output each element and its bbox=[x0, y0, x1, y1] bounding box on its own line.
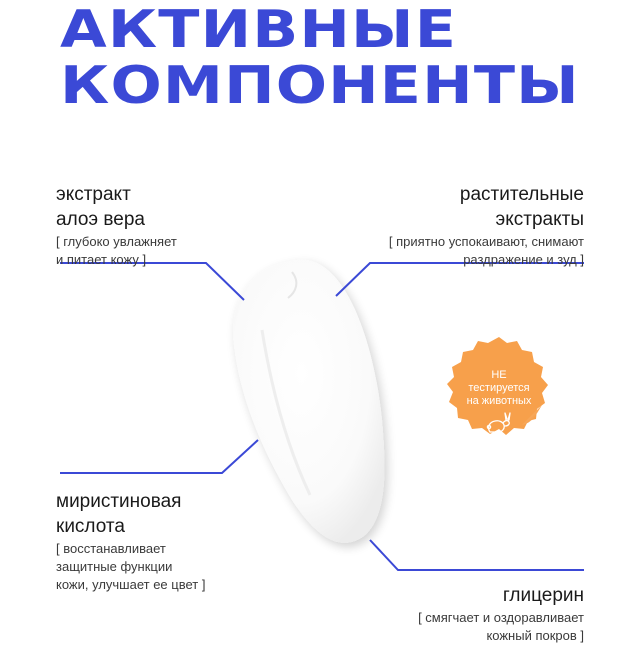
rabbit-icon bbox=[484, 410, 514, 436]
ingredient-description: [ приятно успокаивают, снимают раздражение и зуд ] bbox=[388, 234, 584, 267]
ingredient-glycerin bbox=[418, 583, 584, 645]
ingredient-name: растительные экстракты bbox=[459, 184, 584, 230]
ingredient-name: глицерин bbox=[502, 585, 584, 606]
glycerin-connector bbox=[370, 540, 584, 570]
ingredient-description: [ смягчает и оздоравливает кожный покров ] bbox=[418, 610, 584, 643]
ingredient-myristic-acid bbox=[56, 489, 205, 594]
title-line-2: КОМПОНЕНТЫ bbox=[60, 56, 580, 116]
ingredient-description: [ восстанавливает защитные функции кожи, улучшает ее цвет ] bbox=[56, 541, 206, 592]
myristic-connector bbox=[60, 440, 258, 473]
ingredient-plant-extracts bbox=[389, 182, 584, 269]
ingredient-name: экстракт алоэ вера bbox=[56, 184, 145, 230]
ingredient-description: [ глубоко увлажняет и питает кожу ] bbox=[56, 234, 177, 267]
ingredient-name: миристиновая кислота bbox=[56, 491, 182, 537]
badge-text: НЕ тестируется на животных bbox=[466, 369, 532, 407]
ingredient-aloe bbox=[56, 182, 177, 269]
title-line-1: АКТИВНЫЕ bbox=[60, 0, 458, 60]
